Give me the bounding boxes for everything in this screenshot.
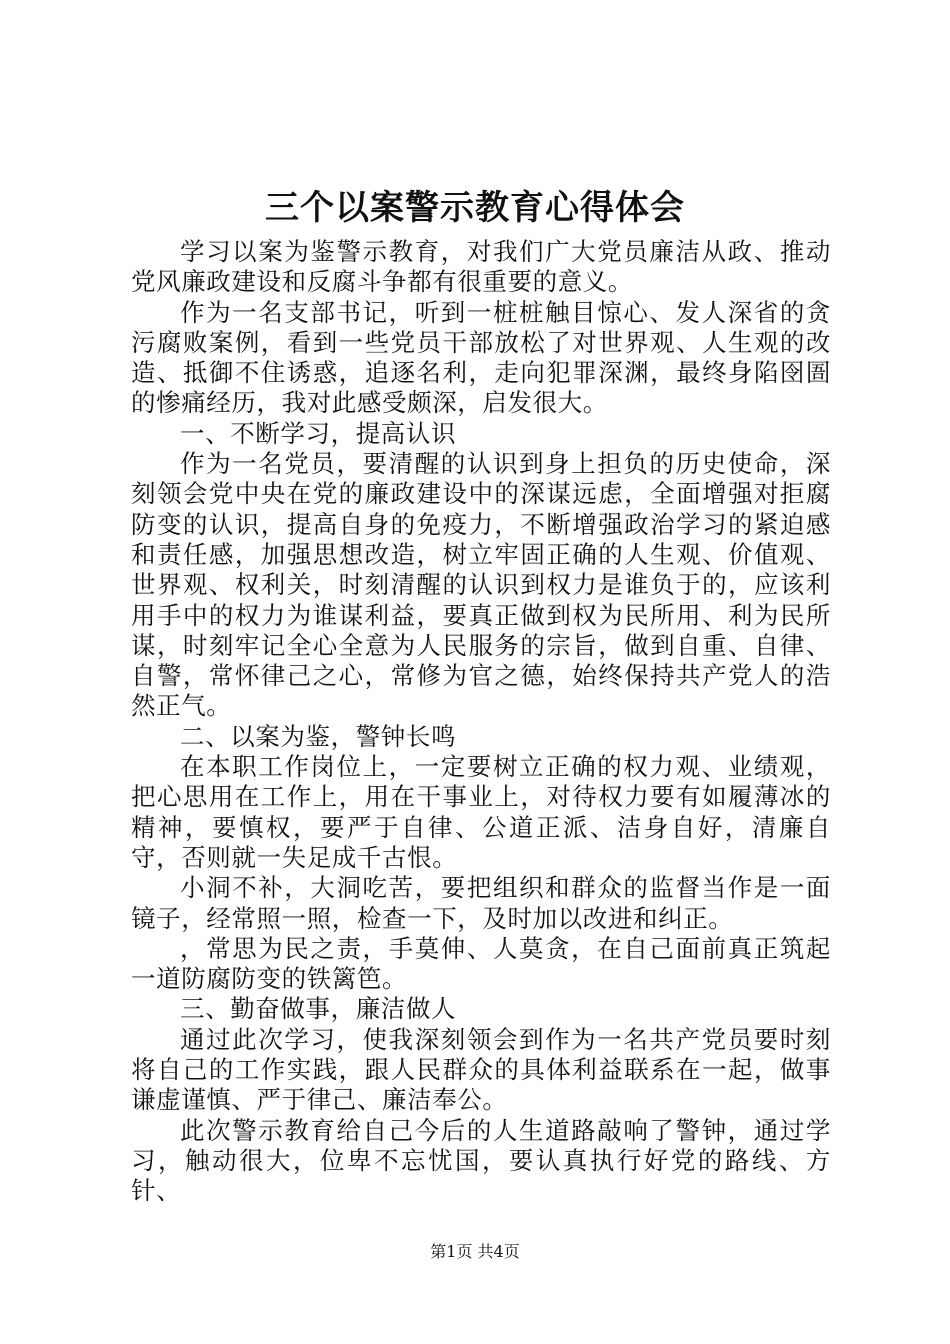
paragraph: ，常思为民之责，手莫伸、人莫贪，在自己面前真正筑起一道防腐防变的铁篱笆。 [131, 933, 831, 994]
paragraph: 通过此次学习，使我深刻领会到作为一名共产党员要时刻将自己的工作实践，跟人民群众的具体利益联系在一起，做事谦虚谨慎、严于律己、廉洁奉公。 [131, 1024, 831, 1115]
paragraph: 在本职工作岗位上，一定要树立正确的权力观、业绩观，把心思用在工作上，用在干事业上，对待权力要有如履薄冰的精神，要慎权，要严于自律、公道正派、洁身自好，清廉自守，否则就一失足成千古恨。 [131, 752, 831, 872]
page-footer: 第1页 共4页 [430, 1242, 520, 1261]
paragraph: 此次警示教育给自己今后的人生道路敲响了警钟，通过学习，触动很大，位卑不忘忧国，要认真执行好党的路线、方针、 [131, 1115, 831, 1206]
section-heading: 三、勤奋做事，廉洁做人 [180, 994, 457, 1024]
paragraph: 作为一名支部书记，听到一桩桩触目惊心、发人深省的贪污腐败案例，看到一些党员干部放松了对世界观、人生观的改造、抵御不住诱惑，追逐名利，走向犯罪深渊，最终身陷囹圄的惨痛经历，我对此感受颇深，启发很大。 [131, 297, 831, 418]
document-title: 三个以案警示教育心得体会 [265, 188, 685, 228]
section-heading: 一、不断学习，提高认识 [180, 418, 457, 448]
paragraph: 作为一名党员，要清醒的认识到身上担负的历史使命，深刻领会党中央在党的廉政建设中的深谋远虑，全面增强对拒腐防变的认识，提高自身的免疫力，不断增强政治学习的紧迫感和责任感，加强思想改造，树立牢固正确的人生观、价值观、世界观、权利关，时刻清醒的认识到权力是谁负于的，应该利用手中的权力为谁谋利益，要真正做到权为民所用、利为民所谋，时刻牢记全心全意为人民服务的宗旨，做到自重、自律、自警，常怀律己之心，常修为官之德，始终保持共产党人的浩然正气。 [131, 449, 831, 721]
paragraph: 学习以案为鉴警示教育，对我们广大党员廉洁从政、推动党风廉政建设和反腐斗争都有很重要的意义。 [131, 237, 831, 297]
paragraph: 小洞不补，大洞吃苦，要把组织和群众的监督当作是一面镜子，经常照一照，检查一下，及时加以改进和纠正。 [131, 873, 831, 933]
document-body [131, 237, 831, 1207]
section-heading: 二、以案为鉴，警钟长鸣 [180, 721, 457, 751]
